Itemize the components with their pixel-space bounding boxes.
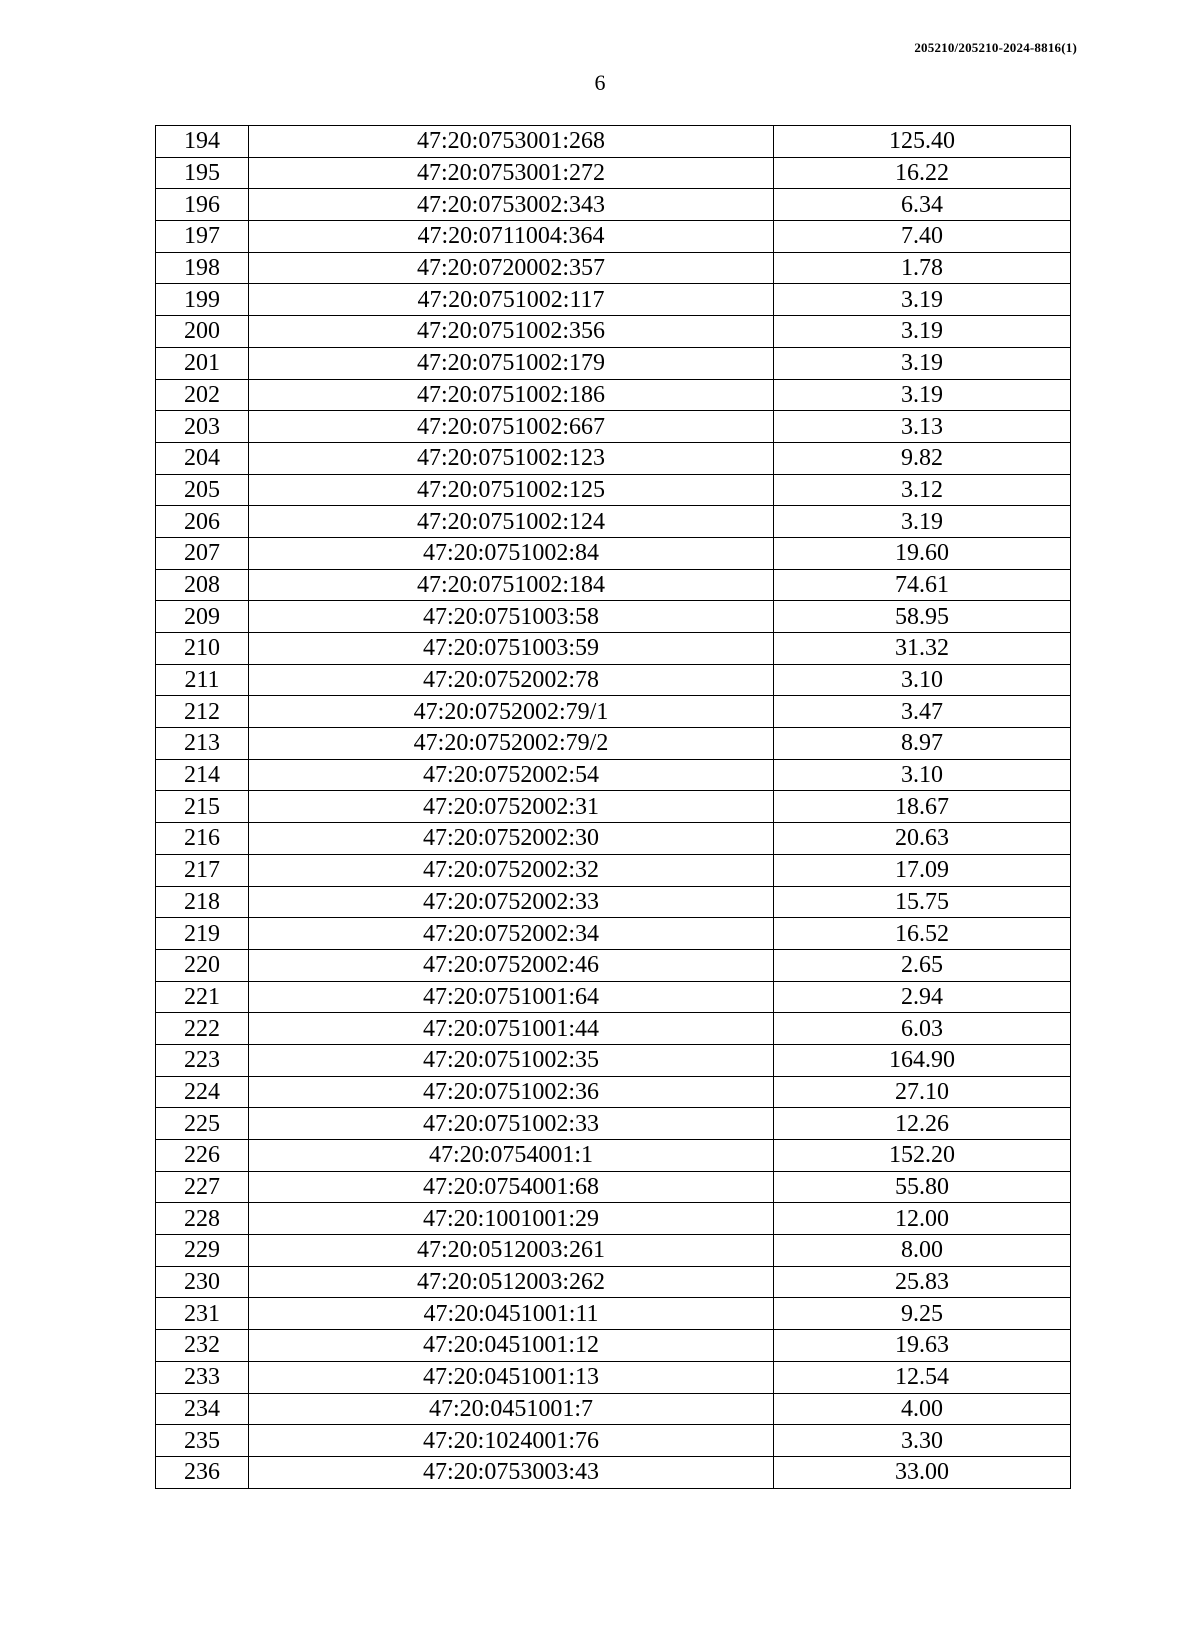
- cadastral-number-cell: 47:20:0752002:78: [249, 664, 774, 696]
- table-row: [156, 886, 1071, 918]
- row-number-cell: 223: [156, 1044, 249, 1076]
- area-cell: 3.13: [774, 411, 1071, 443]
- cadastral-number-cell: 47:20:0752002:79/2: [249, 728, 774, 760]
- area-cell: 4.00: [774, 1393, 1071, 1425]
- row-number-cell: 234: [156, 1393, 249, 1425]
- row-number-cell: 203: [156, 411, 249, 443]
- row-number-cell: 219: [156, 918, 249, 950]
- cadastral-number-cell: 47:20:0752002:30: [249, 823, 774, 855]
- cadastral-number-cell: 47:20:0754001:1: [249, 1140, 774, 1172]
- table-row: [156, 347, 1071, 379]
- cadastral-number-cell: 47:20:0751002:84: [249, 537, 774, 569]
- cadastral-number-cell: 47:20:0451001:11: [249, 1298, 774, 1330]
- table-row: [156, 1361, 1071, 1393]
- area-cell: 7.40: [774, 221, 1071, 253]
- area-cell: 17.09: [774, 854, 1071, 886]
- area-cell: 27.10: [774, 1076, 1071, 1108]
- table-row: [156, 474, 1071, 506]
- table-row: [156, 854, 1071, 886]
- table-row: [156, 1076, 1071, 1108]
- table-row: [156, 823, 1071, 855]
- row-number-cell: 216: [156, 823, 249, 855]
- row-number-cell: 206: [156, 506, 249, 538]
- area-cell: 16.52: [774, 918, 1071, 950]
- cadastral-number-cell: 47:20:0512003:262: [249, 1266, 774, 1298]
- row-number-cell: 199: [156, 284, 249, 316]
- cadastral-number-cell: 47:20:0753001:272: [249, 157, 774, 189]
- table-row: [156, 791, 1071, 823]
- row-number-cell: 218: [156, 886, 249, 918]
- area-cell: 16.22: [774, 157, 1071, 189]
- cadastral-number-cell: 47:20:0752002:32: [249, 854, 774, 886]
- cadastral-number-cell: 47:20:0753001:268: [249, 126, 774, 158]
- table-row: [156, 1425, 1071, 1457]
- row-number-cell: 207: [156, 537, 249, 569]
- table-row: [156, 1140, 1071, 1172]
- cadastral-number-cell: 47:20:0711004:364: [249, 221, 774, 253]
- area-cell: 3.19: [774, 379, 1071, 411]
- row-number-cell: 228: [156, 1203, 249, 1235]
- row-number-cell: 220: [156, 949, 249, 981]
- cadastral-number-cell: 47:20:0751002:124: [249, 506, 774, 538]
- row-number-cell: 210: [156, 633, 249, 665]
- table-row: [156, 221, 1071, 253]
- row-number-cell: 230: [156, 1266, 249, 1298]
- area-cell: 9.25: [774, 1298, 1071, 1330]
- cadastral-number-cell: 47:20:0752002:33: [249, 886, 774, 918]
- area-cell: 20.63: [774, 823, 1071, 855]
- row-number-cell: 235: [156, 1425, 249, 1457]
- table-row: [156, 601, 1071, 633]
- area-cell: 3.19: [774, 316, 1071, 348]
- row-number-cell: 205: [156, 474, 249, 506]
- table-row: [156, 664, 1071, 696]
- row-number-cell: 229: [156, 1235, 249, 1267]
- table-row: [156, 1266, 1071, 1298]
- cadastral-number-cell: 47:20:0751002:117: [249, 284, 774, 316]
- row-number-cell: 214: [156, 759, 249, 791]
- table-row: [156, 569, 1071, 601]
- area-cell: 3.19: [774, 506, 1071, 538]
- row-number-cell: 236: [156, 1456, 249, 1488]
- area-cell: 6.03: [774, 1013, 1071, 1045]
- table-row: [156, 1044, 1071, 1076]
- row-number-cell: 227: [156, 1171, 249, 1203]
- row-number-cell: 196: [156, 189, 249, 221]
- row-number-cell: 195: [156, 157, 249, 189]
- row-number-cell: 208: [156, 569, 249, 601]
- cadastral-number-cell: 47:20:0751002:184: [249, 569, 774, 601]
- row-number-cell: 202: [156, 379, 249, 411]
- table-row: [156, 411, 1071, 443]
- row-number-cell: 198: [156, 252, 249, 284]
- area-cell: 15.75: [774, 886, 1071, 918]
- table-row: [156, 1013, 1071, 1045]
- cadastral-number-cell: 47:20:0751002:186: [249, 379, 774, 411]
- table-row: [156, 728, 1071, 760]
- cadastral-number-cell: 47:20:0451001:12: [249, 1330, 774, 1362]
- row-number-cell: 201: [156, 347, 249, 379]
- cadastral-number-cell: 47:20:0751002:356: [249, 316, 774, 348]
- area-cell: 25.83: [774, 1266, 1071, 1298]
- row-number-cell: 197: [156, 221, 249, 253]
- area-cell: 164.90: [774, 1044, 1071, 1076]
- cadastral-number-cell: 47:20:0753002:343: [249, 189, 774, 221]
- area-cell: 8.97: [774, 728, 1071, 760]
- table-row: [156, 1298, 1071, 1330]
- table-row: [156, 284, 1071, 316]
- cadastral-number-cell: 47:20:0752002:31: [249, 791, 774, 823]
- area-cell: 1.78: [774, 252, 1071, 284]
- area-cell: 12.00: [774, 1203, 1071, 1235]
- area-cell: 3.47: [774, 696, 1071, 728]
- table-row: [156, 981, 1071, 1013]
- area-cell: 3.12: [774, 474, 1071, 506]
- row-number-cell: 224: [156, 1076, 249, 1108]
- area-cell: 33.00: [774, 1456, 1071, 1488]
- area-cell: 18.67: [774, 791, 1071, 823]
- area-cell: 12.54: [774, 1361, 1071, 1393]
- area-cell: 3.10: [774, 664, 1071, 696]
- cadastral-number-cell: 47:20:0751002:123: [249, 442, 774, 474]
- row-number-cell: 226: [156, 1140, 249, 1172]
- row-number-cell: 222: [156, 1013, 249, 1045]
- parcels-table: [155, 125, 1071, 1489]
- row-number-cell: 213: [156, 728, 249, 760]
- area-cell: 3.19: [774, 347, 1071, 379]
- table-row: [156, 1393, 1071, 1425]
- area-cell: 8.00: [774, 1235, 1071, 1267]
- table-row: [156, 252, 1071, 284]
- cadastral-number-cell: 47:20:0754001:68: [249, 1171, 774, 1203]
- area-cell: 31.32: [774, 633, 1071, 665]
- row-number-cell: 209: [156, 601, 249, 633]
- cadastral-number-cell: 47:20:0751002:33: [249, 1108, 774, 1140]
- cadastral-number-cell: 47:20:0720002:357: [249, 252, 774, 284]
- page-number: 6: [594, 70, 606, 95]
- row-number-cell: 225: [156, 1108, 249, 1140]
- cadastral-number-cell: 47:20:0751003:59: [249, 633, 774, 665]
- table-row: [156, 537, 1071, 569]
- table-row: [156, 1203, 1071, 1235]
- table-row: [156, 918, 1071, 950]
- row-number-cell: 221: [156, 981, 249, 1013]
- parcels-table-body: [156, 126, 1071, 1489]
- area-cell: 3.10: [774, 759, 1071, 791]
- cadastral-number-cell: 47:20:0751001:64: [249, 981, 774, 1013]
- cadastral-number-cell: 47:20:0451001:13: [249, 1361, 774, 1393]
- row-number-cell: 204: [156, 442, 249, 474]
- area-cell: 6.34: [774, 189, 1071, 221]
- table-row: [156, 1456, 1071, 1488]
- table-row: [156, 759, 1071, 791]
- table-row: [156, 157, 1071, 189]
- cadastral-number-cell: 47:20:0751002:179: [249, 347, 774, 379]
- row-number-cell: 217: [156, 854, 249, 886]
- area-cell: 58.95: [774, 601, 1071, 633]
- table-row: [156, 1235, 1071, 1267]
- area-cell: 74.61: [774, 569, 1071, 601]
- cadastral-number-cell: 47:20:0753003:43: [249, 1456, 774, 1488]
- table-row: [156, 1108, 1071, 1140]
- area-cell: 125.40: [774, 126, 1071, 158]
- area-cell: 12.26: [774, 1108, 1071, 1140]
- cadastral-number-cell: 47:20:0752002:79/1: [249, 696, 774, 728]
- table-row: [156, 1330, 1071, 1362]
- row-number-cell: 200: [156, 316, 249, 348]
- table-row: [156, 506, 1071, 538]
- cadastral-number-cell: 47:20:0751002:125: [249, 474, 774, 506]
- cadastral-number-cell: 47:20:0752002:46: [249, 949, 774, 981]
- table-row: [156, 696, 1071, 728]
- row-number-cell: 194: [156, 126, 249, 158]
- row-number-cell: 233: [156, 1361, 249, 1393]
- area-cell: 19.60: [774, 537, 1071, 569]
- table-row: [156, 379, 1071, 411]
- row-number-cell: 211: [156, 664, 249, 696]
- row-number-cell: 232: [156, 1330, 249, 1362]
- cadastral-number-cell: 47:20:0751002:667: [249, 411, 774, 443]
- row-number-cell: 215: [156, 791, 249, 823]
- cadastral-number-cell: 47:20:0451001:7: [249, 1393, 774, 1425]
- cadastral-number-cell: 47:20:1024001:76: [249, 1425, 774, 1457]
- cadastral-number-cell: 47:20:1001001:29: [249, 1203, 774, 1235]
- area-cell: 55.80: [774, 1171, 1071, 1203]
- table-row: [156, 442, 1071, 474]
- table-row: [156, 316, 1071, 348]
- area-cell: 19.63: [774, 1330, 1071, 1362]
- row-number-cell: 212: [156, 696, 249, 728]
- area-cell: 152.20: [774, 1140, 1071, 1172]
- cadastral-number-cell: 47:20:0751001:44: [249, 1013, 774, 1045]
- table-row: [156, 949, 1071, 981]
- table-row: [156, 633, 1071, 665]
- cadastral-number-cell: 47:20:0512003:261: [249, 1235, 774, 1267]
- area-cell: 3.30: [774, 1425, 1071, 1457]
- row-number-cell: 231: [156, 1298, 249, 1330]
- cadastral-number-cell: 47:20:0752002:34: [249, 918, 774, 950]
- cadastral-number-cell: 47:20:0751003:58: [249, 601, 774, 633]
- area-cell: 2.65: [774, 949, 1071, 981]
- table-row: [156, 126, 1071, 158]
- table-row: [156, 189, 1071, 221]
- cadastral-number-cell: 47:20:0752002:54: [249, 759, 774, 791]
- area-cell: 9.82: [774, 442, 1071, 474]
- area-cell: 2.94: [774, 981, 1071, 1013]
- document-id: 205210/205210-2024-8816(1): [914, 40, 1077, 55]
- area-cell: 3.19: [774, 284, 1071, 316]
- table-row: [156, 1171, 1071, 1203]
- cadastral-number-cell: 47:20:0751002:36: [249, 1076, 774, 1108]
- cadastral-number-cell: 47:20:0751002:35: [249, 1044, 774, 1076]
